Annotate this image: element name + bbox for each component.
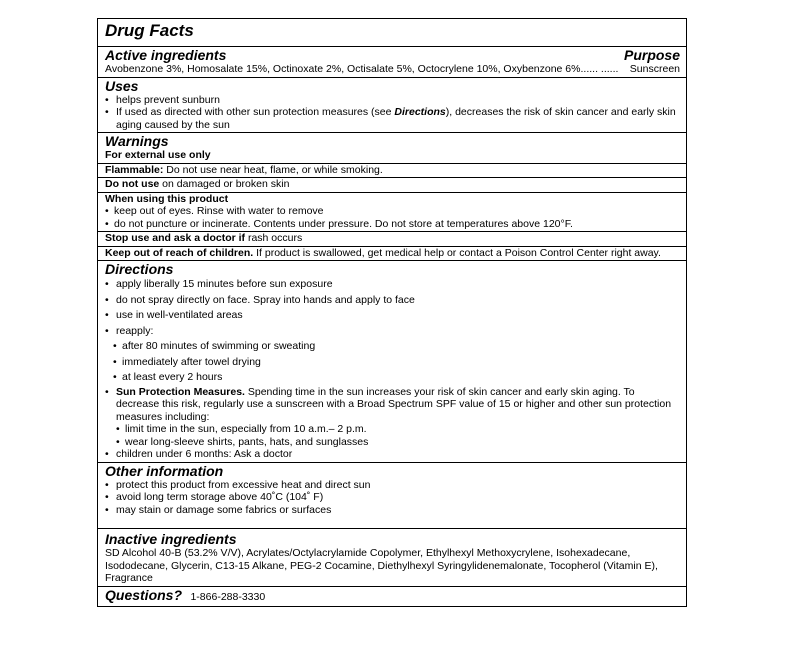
inactive-ingredients-heading: Inactive ingredients bbox=[105, 531, 237, 547]
uses-heading: Uses bbox=[105, 77, 139, 94]
keep-out-of-reach-warning: Keep out of reach of children. If product is swallowed, get medical help or contact a Poison Control Center right away. bbox=[98, 247, 686, 262]
when-using-section bbox=[98, 193, 686, 233]
other-information-section bbox=[98, 463, 686, 530]
warnings-heading: Warnings bbox=[105, 133, 169, 149]
sun-protection-measures: • Sun Protection Measures. Spending time in the sun increases your risk of skin cancer and early skin aging. To decrease this risk, regularly use a sunscreen with a Broad Spectrum SPF value of 15 or higher and other sun protection measures including: bbox=[105, 386, 680, 424]
inactive-ingredients-section bbox=[98, 529, 686, 587]
reapply-subitem: • immediately after towel drying bbox=[113, 355, 680, 371]
uses-section bbox=[98, 78, 686, 134]
phone-number: 1-866-288-3330 bbox=[190, 590, 266, 603]
other-information-item: • protect this product from excessive heat and direct sun bbox=[105, 479, 680, 492]
when-using-heading: When using this product bbox=[105, 192, 229, 205]
uses-item: • helps prevent sunburn bbox=[105, 94, 680, 107]
directions-item: • use in well-ventilated areas bbox=[105, 308, 680, 324]
warnings-section bbox=[98, 133, 686, 164]
stop-use-warning: Stop use and ask a doctor if rash occurs bbox=[98, 232, 686, 247]
reapply-subitem: • at least every 2 hours bbox=[113, 370, 680, 386]
flammable-warning: Flammable: Do not use near heat, flame, or while smoking. bbox=[98, 164, 686, 179]
directions-item: • apply liberally 15 minutes before sun exposure bbox=[105, 277, 680, 293]
do-not-use-warning: Do not use on damaged or broken skin bbox=[98, 178, 686, 193]
page-title: Drug Facts bbox=[98, 19, 686, 47]
directions-heading: Directions bbox=[105, 261, 174, 277]
purpose-heading: Purpose bbox=[623, 47, 680, 63]
active-ingredients-list: Avobenzone 3%, Homosalate 15%, Octinoxate 2%, Octisalate 5%, Octocrylene 10%, Oxybenzone 6%...... ...... bbox=[105, 63, 619, 75]
questions-section bbox=[98, 587, 686, 606]
when-using-item: • keep out of eyes. Rinse with water to remove bbox=[105, 205, 680, 218]
uses-item: • If used as directed with other sun protection measures (see Directions), decreases the risk of skin cancer and early skin aging caused by the sun bbox=[105, 106, 680, 131]
other-information-item: • may stain or damage some fabrics or surfaces bbox=[105, 504, 680, 517]
purpose-value: Sunscreen bbox=[629, 63, 680, 75]
directions-item: • reapply: bbox=[105, 324, 680, 340]
sun-protection-subitem: • wear long-sleeve shirts, pants, hats, and sunglasses bbox=[116, 436, 680, 449]
directions-section bbox=[98, 261, 686, 463]
active-ingredients-section bbox=[98, 47, 686, 78]
external-use-label: For external use only bbox=[105, 149, 211, 161]
questions-heading: Questions? bbox=[105, 586, 183, 603]
inactive-ingredients-list: SD Alcohol 40-B (53.2% V/V), Acrylates/Octylacrylamide Copolymer, Ethylhexyl Methoxycrylene, Isohexadecane, Isododecane, Glycerin, C13-15 Alkane, PEG-2 Cocamine, Diethylhexyl Syringylidenemalonate, Tocopherol (Vitamin E), Fragrance bbox=[105, 547, 658, 584]
reapply-subitem: • after 80 minutes of swimming or sweating bbox=[113, 339, 680, 355]
other-information-item: • avoid long term storage above 40˚C (104˚ F) bbox=[105, 491, 680, 504]
directions-item: • children under 6 months: Ask a doctor bbox=[105, 448, 680, 461]
drug-facts-panel bbox=[97, 18, 687, 607]
directions-item: • do not spray directly on face. Spray into hands and apply to face bbox=[105, 293, 680, 309]
sun-protection-subitem: • limit time in the sun, especially from 10 a.m.– 2 p.m. bbox=[116, 423, 680, 436]
when-using-item: • do not puncture or incinerate. Contents under pressure. Do not store at temperatures above 120°F. bbox=[105, 218, 680, 231]
other-information-heading: Other information bbox=[105, 462, 224, 479]
active-ingredients-heading: Active ingredients bbox=[105, 47, 227, 63]
